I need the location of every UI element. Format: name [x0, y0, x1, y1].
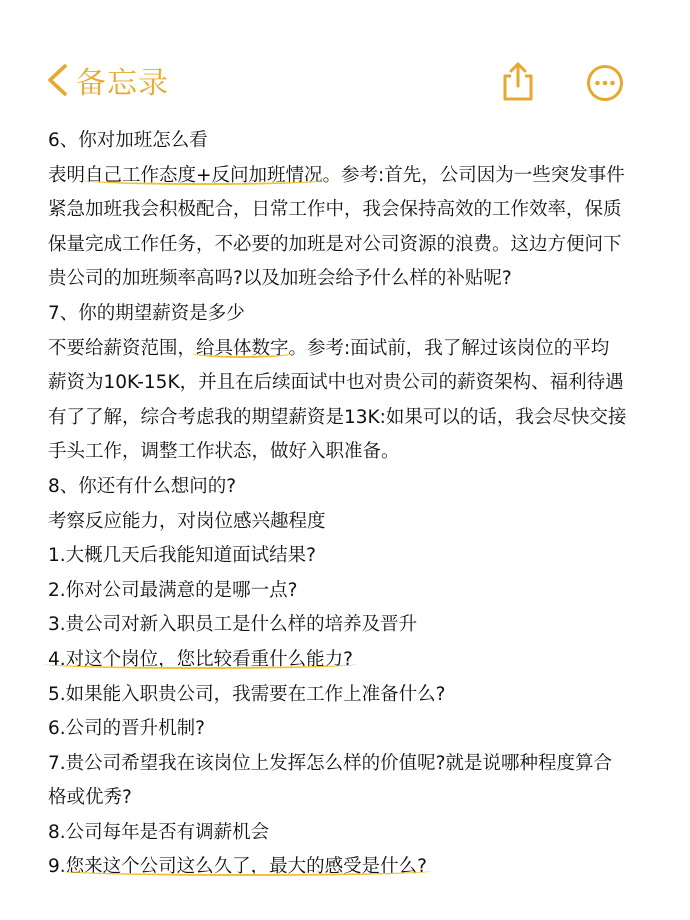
note-text: 3.贵公司对新入职员工是什么样的培养及晋升 [48, 614, 418, 636]
note-text: 紧急加班我会积极配合，日常工作中，我会保持高效的工作效率，保质 [48, 199, 622, 221]
note-text: 8、你还有什么想问的? [48, 475, 237, 497]
note-line [48, 781, 668, 816]
note-line [48, 505, 668, 540]
note-text: 8.公司每年是否有调薪机会 [48, 821, 270, 843]
note-body [48, 124, 668, 885]
note-text: 7.贵公司希望我在该岗位上发挥怎么样的价值呢?就是说哪种程度算合 [48, 752, 612, 774]
note-text: 有了了解，综合考虑我的期望薪资是13K:如果可以的话，我会尽快交接 [48, 406, 627, 428]
note-text: 6、你对加班怎么看 [48, 130, 208, 151]
note-line [48, 159, 668, 194]
navigation-bar [0, 0, 690, 120]
note-line [48, 574, 668, 609]
note-line [48, 747, 668, 782]
note-line [48, 643, 668, 678]
note-text: 1.大概几天后我能知道面试结果? [48, 545, 316, 567]
note-text: 2.你对公司最满意的是哪一点? [48, 579, 298, 601]
highlighted-text: 自己工作态度+反问加班情况 [85, 164, 323, 186]
note-line [48, 539, 668, 574]
note-text: 贵公司的加班频率高吗?以及加班会给予什么样的补贴呢? [48, 268, 512, 290]
note-line [48, 401, 668, 436]
note-text: 9. [48, 856, 66, 878]
note-text: 表明 [48, 164, 86, 186]
back-label: 备忘录 [76, 66, 169, 101]
note-text: 5.如果能入职贵公司，我需要在工作上准备什么? [48, 683, 446, 705]
back-button[interactable] [46, 58, 169, 102]
note-text: 考察反应能力，对岗位感兴趣程度 [48, 510, 326, 532]
note-text: 。参考:面试前，我了解过该岗位的平均 [288, 337, 610, 359]
note-line [48, 366, 668, 401]
note-text: 不要给薪资范围， [48, 337, 197, 359]
note-line [48, 608, 668, 643]
note-line [48, 124, 668, 159]
share-icon[interactable] [500, 60, 536, 106]
note-line [48, 193, 668, 228]
note-line [48, 712, 668, 747]
note-line [48, 678, 668, 713]
note-text: 6.公司的晋升机制? [48, 718, 205, 740]
note-text: 保量完成工作任务，不必要的加班是对公司资源的浪费。这边方便问下 [48, 233, 622, 255]
note-text: 格或优秀? [48, 787, 132, 809]
note-line [48, 435, 668, 470]
note-line [48, 470, 668, 505]
note-text: 。参考:首先，公司因为一些突发事件 [322, 164, 625, 186]
note-line [48, 816, 668, 851]
note-line [48, 297, 668, 332]
note-line [48, 332, 668, 367]
more-icon[interactable] [586, 64, 624, 106]
highlighted-text: 给具体数字 [196, 337, 289, 359]
note-text: 7、你的期望薪资是多少 [48, 302, 245, 324]
highlighted-text: 您来这个公司这么久了，最大的感受是什么? [65, 856, 427, 878]
note-text: 薪资为10K-15K，并且在后续面试中也对贵公司的薪资架构、福利待遇 [48, 372, 624, 394]
note-text: 手头工作，调整工作状态，做好入职准备。 [48, 441, 400, 463]
highlighted-text: 4.对这个岗位，您比较看重什么能力? [48, 648, 353, 670]
note-line [48, 228, 668, 263]
chevron-left-icon [46, 63, 68, 97]
note-line [48, 850, 668, 885]
note-line [48, 262, 668, 297]
